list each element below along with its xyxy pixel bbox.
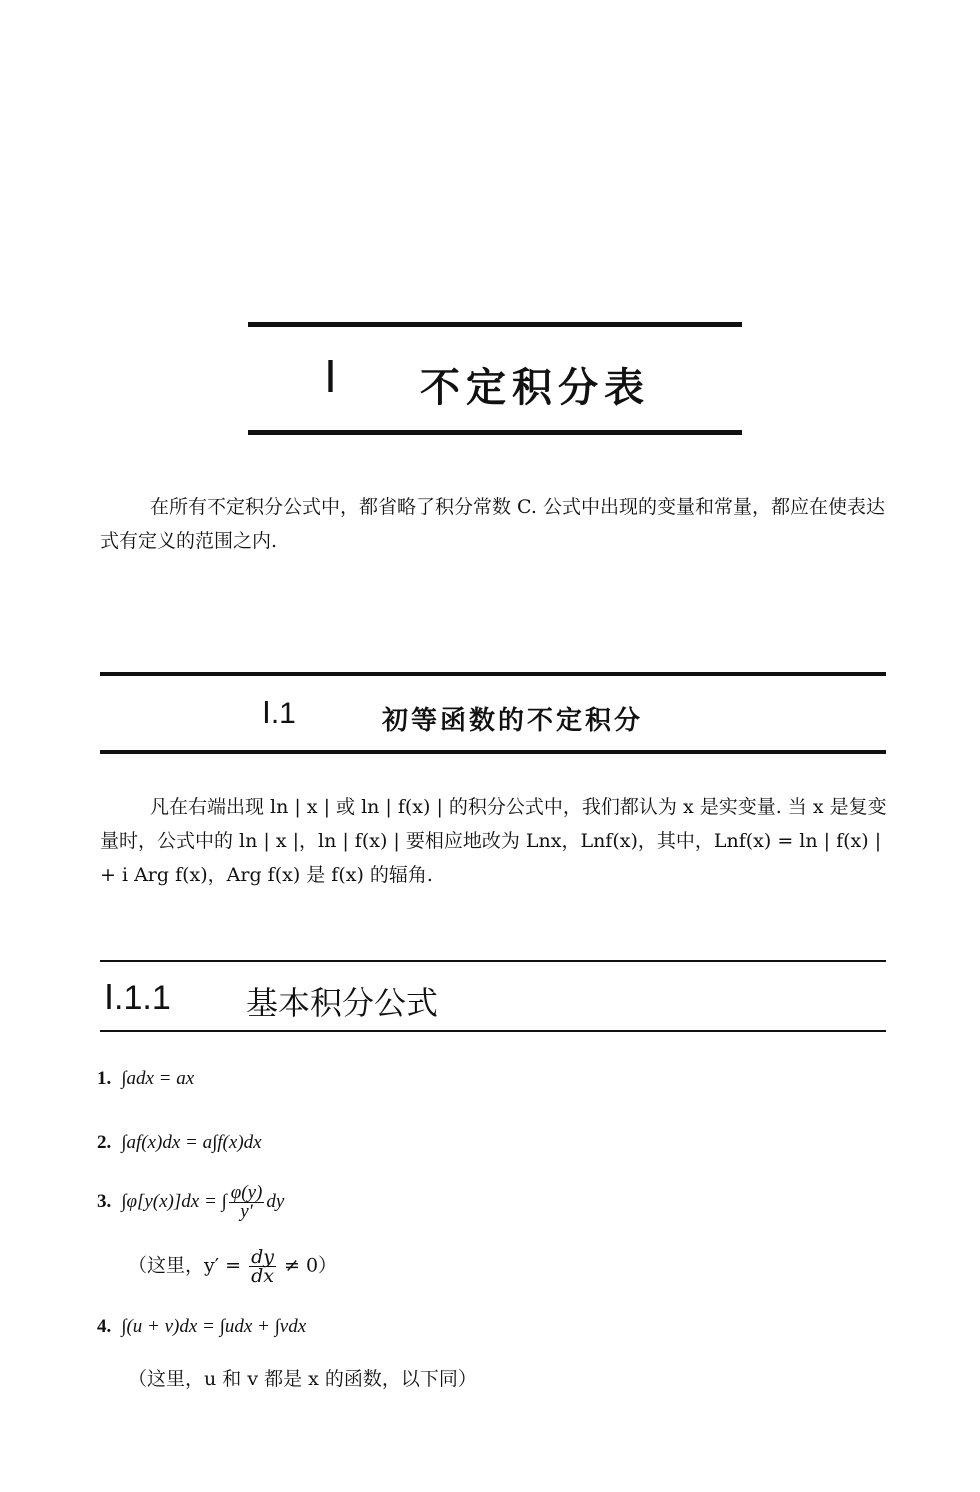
- note-text: （这里，u 和 v 都是 x 的函数，以下同）: [128, 1368, 477, 1390]
- subsection-number: Ⅰ.1.1: [104, 979, 171, 1017]
- intro-paragraph: [100, 490, 890, 558]
- chapter-rule-bottom: [248, 430, 742, 435]
- formula-3: [97, 1184, 284, 1221]
- formula-4-note: [128, 1364, 477, 1391]
- section-number: Ⅰ.1: [262, 697, 296, 730]
- fraction-denominator: dx: [251, 1265, 274, 1287]
- formula-expression-right: dy: [266, 1190, 285, 1212]
- fraction-numerator: dy: [251, 1246, 274, 1268]
- subsection-rule-top: [100, 960, 886, 962]
- formula-expression: ∫af(x)dx = a∫f(x)dx: [121, 1132, 262, 1153]
- subsection-rule-bottom: [100, 1030, 886, 1032]
- formula-expression: ∫adx = ax: [121, 1068, 195, 1089]
- formula-2: [97, 1132, 262, 1154]
- section-title: 初等函数的不定积分: [382, 706, 644, 736]
- formula-4: [97, 1316, 306, 1338]
- note-left: （这里，y′ =: [128, 1254, 248, 1277]
- formula-number: 4.: [97, 1316, 112, 1337]
- intro-text: 在所有不定积分公式中，都省略了积分常数 C. 公式中出现的变量和常量，都应在使表达式有定义的范围之内.: [100, 496, 885, 552]
- formula-3-note: [128, 1248, 337, 1285]
- formula-1: [97, 1068, 194, 1090]
- chapter-rule-top: [248, 322, 742, 327]
- formula-number: 1.: [97, 1068, 112, 1089]
- formula-fraction: [229, 1184, 265, 1221]
- chapter-number: Ⅰ: [324, 353, 337, 402]
- fraction-denominator: y′: [240, 1201, 253, 1222]
- section-text: 凡在右端出现 ln | x | 或 ln | f(x) | 的积分公式中，我们都认为 x 是实变量. 当 x 是复变量时，公式中的 ln | x |，ln | f(x) | 要相应地改为 Lnx，Lnf(x)，其中，Lnf(x) = ln | f(x) | + i Arg f(x)，Arg f(x) 是 f(x) 的辐角.: [100, 796, 887, 886]
- subsection-title: 基本积分公式: [246, 984, 439, 1022]
- formula-expression-left: ∫φ[y(x)]dx = ∫: [121, 1190, 227, 1212]
- formula-number: 3.: [97, 1190, 112, 1212]
- fraction-numerator: φ(y): [230, 1182, 263, 1203]
- formula-number: 2.: [97, 1132, 112, 1153]
- note-right: ≠ 0）: [277, 1254, 338, 1277]
- section-paragraph: [100, 790, 890, 892]
- section-rule-top: [100, 672, 886, 676]
- formula-expression: ∫(u + v)dx = ∫udx + ∫vdx: [121, 1316, 307, 1337]
- chapter-title: 不定积分表: [420, 365, 650, 411]
- section-rule-bottom: [100, 750, 886, 754]
- note-fraction: [249, 1248, 276, 1285]
